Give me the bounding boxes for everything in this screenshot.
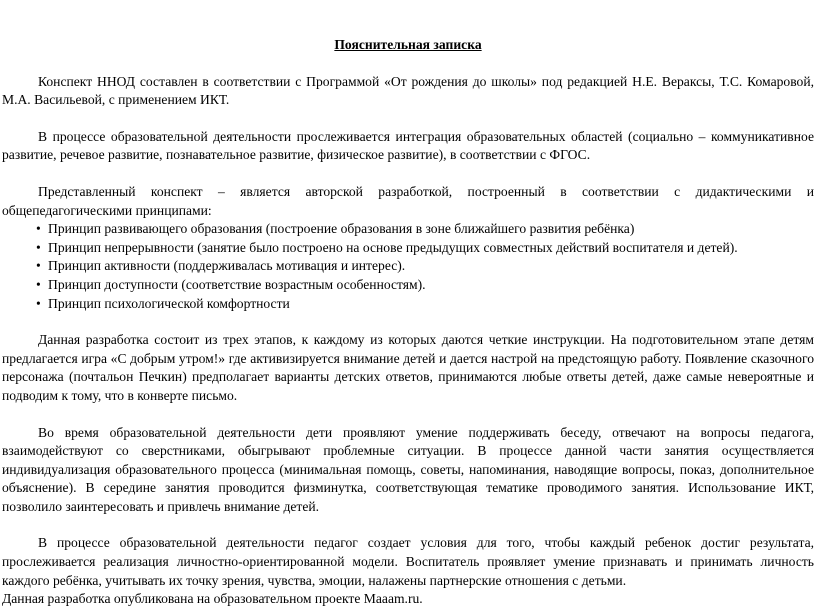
paragraph-gap [2,313,814,331]
paragraph-gap [2,516,814,534]
paragraph-gap [2,165,814,183]
paragraph-program: Конспект ННОД составлен в соответствии с Программой «От рождения до школы» под редакцией Н.Е. Вераксы, Т.С. Комаровой, М.А. Васильевой, с применением ИКТ. [2,73,814,108]
principles-list [2,220,814,313]
paragraph-gap [2,110,814,128]
paragraph-gap [2,406,814,424]
paragraph-integration: В процессе образовательной деятельности прослеживается интеграция образовательных областей (социально – коммуникативное развитие, речевое развитие, познавательное развитие, физическое развитие), в соответствии с ФГОС. [2,128,814,163]
list-item: • Принцип доступности (соответствие возрастным особенностям). [36,276,814,295]
paragraph-publication: Данная разработка опубликована на образовательном проекте Maaam.ru. [2,591,423,607]
paragraph-conditions: В процессе образовательной деятельности педагог создает условия для того, чтобы каждый ребенок достиг результата, прослеживается реализация личностно-ориентированной модели. Воспитатель проявляет умение признавать и принимать личность каждого ребёнка, учитывать их точку зрения, чувства, эмоции, налажены партнерские отношения с детьми. [2,535,814,588]
list-item: • Принцип психологической комфортности [36,295,814,314]
paragraph-activity: Во время образовательной деятельности дети проявляют умение поддерживать беседу, отвечают на вопросы педагога, взаимодействуют со сверстниками, обыгрывают проблемные ситуации. В процессе данной части занятия осуществляется индивидуализация образовательного процесса (минимальная помощь, советы, напоминания, наводящие вопросы, показ, дополнительное объяснение). В середине занятия проводится физминутка, соответствующая тематике проводимого занятия. Использование ИКТ, позволило заинтересовать и привлечь внимание детей. [2,424,814,514]
paragraph-principles-intro: Представленный конспект – является авторской разработкой, построенный в соответствии с дидактическими и общепедагогическими принципами: [2,183,814,218]
list-item: • Принцип развивающего образования (построение образования в зоне ближайшего развития ребёнка) [36,220,814,239]
paragraph-stages: Данная разработка состоит из трех этапов, к каждому из которых даются четкие инструкции. На подготовительном этапе детям предлагается игра «С добрым утром!» где активизируется внимание детей и дается настрой на предстоящую работу. Появление сказочного персонажа (почтальон Печкин) предполагает варианты детских ответов, принимаются любые ответы детей, даже самые невероятные и подводим к тому, что в конверте письмо. [2,332,814,403]
list-item: • Принцип непрерывности (занятие было построено на основе предыдущих совместных действий воспитателя и детей). [36,239,814,258]
list-item: • Принцип активности (поддерживалась мотивация и интерес). [36,257,814,276]
document-title: Пояснительная записка [334,37,482,52]
